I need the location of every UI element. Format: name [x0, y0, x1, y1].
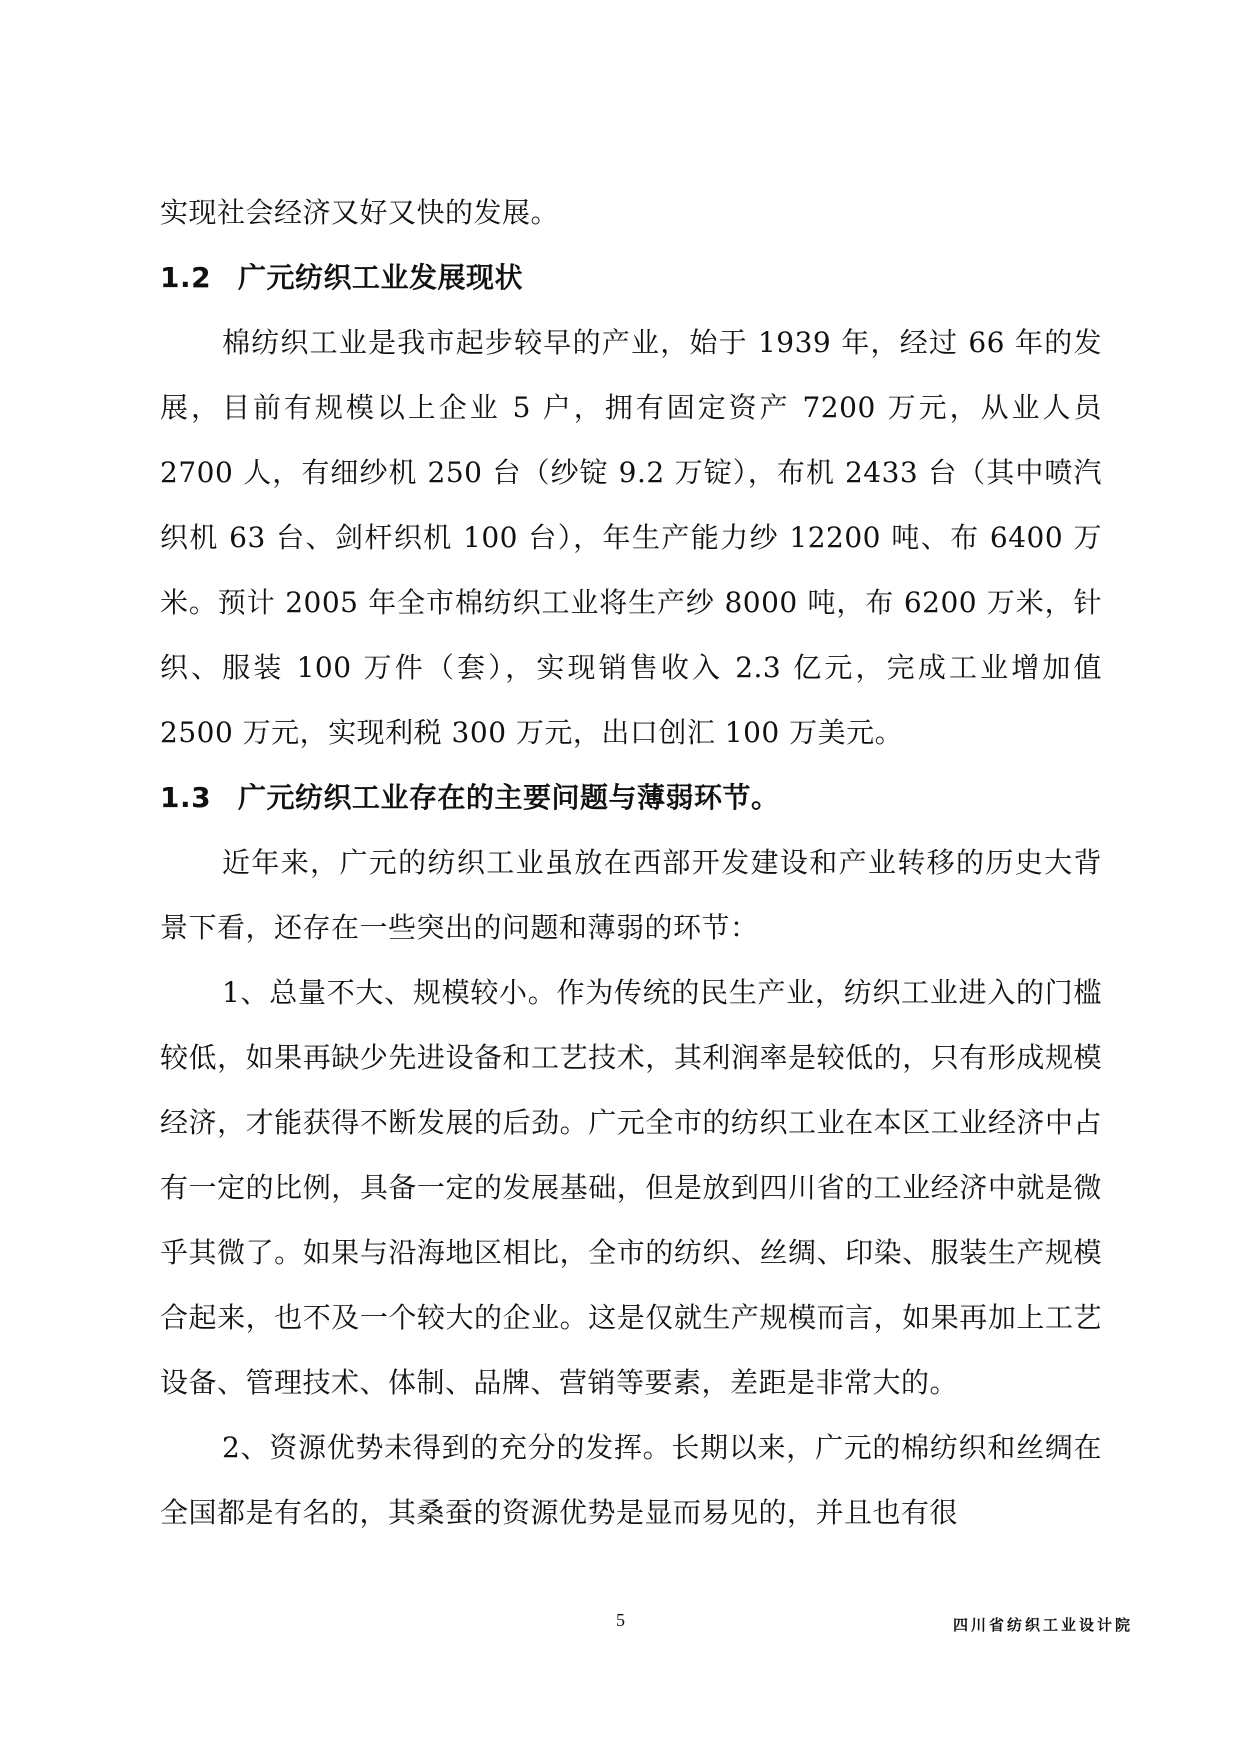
paragraph-1-3-intro: 近年来，广元的纺织工业虽放在西部开发建设和产业转移的历史大背景下看，还存在一些突出的问题和薄弱的环节：	[160, 846, 1102, 944]
paragraph-1-2-body: 棉纺织工业是我市起步较早的产业，始于 1939 年，经过 66 年的发展，目前有规模以上企业 5 户，拥有固定资产 7200 万元，从业人员 2700 人，有细纱机 250 台（纱锭 9.2 万锭），布机 2433 台（其中喷汽织机 63 台、剑杆织机 100 台），年生产能力纱 12200 吨、布 6400 万米。预计 2005 年全市棉纺织工业将生产纱 8000 吨，布 6200 万米，针织、服装 100 万件（套），实现销售收入 2.3 亿元，完成工业增加值 2500 万元，实现利税 300 万元，出口创汇 100 万美元。	[160, 326, 1102, 749]
section-number: 1.3	[160, 781, 212, 814]
paragraph-intro-tail: 实现社会经济又好又快的发展。	[160, 196, 560, 229]
section-number: 1.2	[160, 261, 212, 294]
page-number: 5	[616, 1610, 625, 1630]
document-body	[160, 180, 1102, 1545]
section-heading-1-2	[160, 245, 1102, 310]
paragraph-1-3-item1: 1、总量不大、规模较小。作为传统的民生产业，纺织工业进入的门槛较低，如果再缺少先进设备和工艺技术，其利润率是较低的，只有形成规模经济，才能获得不断发展的后劲。广元全市的纺织工业在本区工业经济中占有一定的比例，具备一定的发展基础，但是放到四川省的工业经济中就是微乎其微了。如果与沿海地区相比，全市的纺织、丝绸、印染、服装生产规模合起来，也不及一个较大的企业。这是仅就生产规模而言，如果再加上工艺设备、管理技术、体制、品牌、营销等要素，差距是非常大的。	[160, 976, 1102, 1399]
section-heading-1-3	[160, 765, 1102, 830]
section-title: 广元纺织工业发展现状	[238, 261, 524, 294]
footer-organization: 四川省纺织工业设计院	[952, 1616, 1133, 1634]
section-title: 广元纺织工业存在的主要问题与薄弱环节。	[238, 781, 780, 814]
paragraph-1-3-item2: 2、资源优势未得到的充分的发挥。长期以来，广元的棉纺织和丝绸在全国都是有名的，其桑蚕的资源优势是显而易见的，并且也有很	[160, 1431, 1102, 1529]
